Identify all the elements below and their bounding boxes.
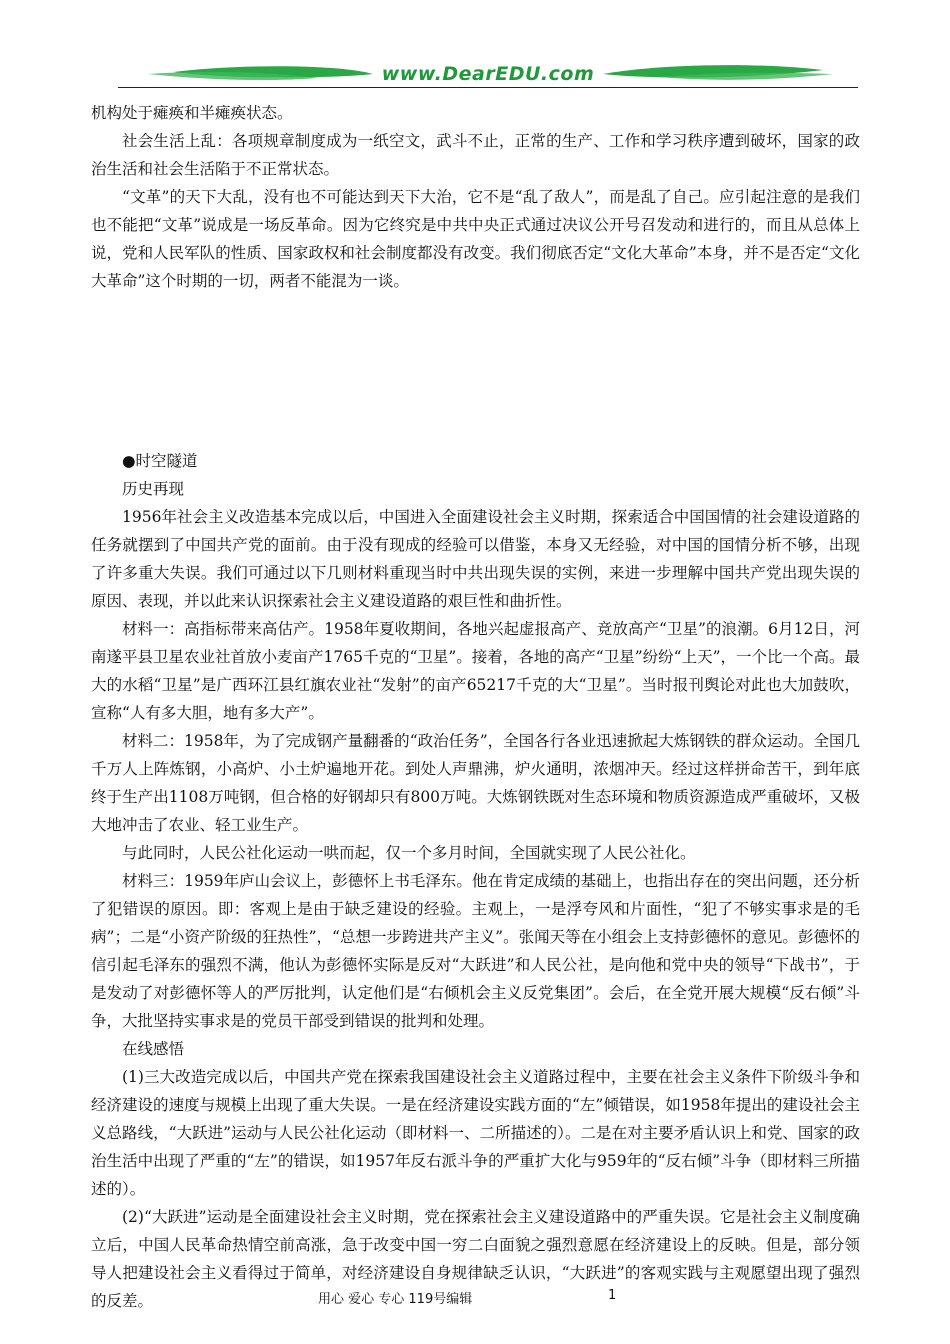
paragraph: “文革”的天下大乱，没有也不可能达到天下大治，它不是“乱了敌人”，而是乱了自己。应引起注意的是我们也不能把“文革”说成是一场反革命。因为它终究是中共中央正式通过决议公开号召发动和进行的，而且从总体上说，党和人民军队的性质、国家政权和社会制度都没有改变。我们彻底否定“文化大革命”本身，并不是否定“文化大革命”这个时期的一切，两者不能混为一谈。 <box>91 188 860 290</box>
document-body <box>91 99 860 1315</box>
paragraph: 1956年社会主义改造基本完成以后，中国进入全面建设社会主义时期，探索适合中国国情的社会建设道路的任务就摆到了中国共产党的面前。由于没有现成的经验可以借鉴，本身又无经验，对中国的国情分析不够，出现了许多重大失误。我们可通过以下几则材料重现当时中共出现失误的实例，来进一步理解中国共产党出现失误的原因、表现，并以此来认识探索社会主义建设道路的艰巨性和曲折性。 <box>91 508 860 610</box>
reflection-2: (2)“大跃进”运动是全面建设社会主义时期，党在探索社会主义建设道路中的严重失误。它是社会主义制度确立后，中国人民革命热情空前高涨，急于改变中国一穷二白面貌之强烈意愿在经济建设上的反映。但是，部分领导人把建设社会主义看得过于简单，对经济建设自身规律缺乏认识，“大跃进”的客观实践与主观愿望出现了强烈的反差。 <box>91 1208 860 1310</box>
paragraph: 社会生活上乱：各项规章制度成为一纸空文，武斗不止，正常的生产、工作和学习秩序遭到破坏，国家的政治生活和社会生活陷于不正常状态。 <box>91 132 860 178</box>
header-rule <box>118 87 858 88</box>
section-title: ●时空隧道 <box>122 452 198 470</box>
paragraph: 机构处于瘫痪和半瘫痪状态。 <box>91 104 293 122</box>
material-three: 材料三：1959年庐山会议上，彭德怀上书毛泽东。他在肯定成绩的基础上，也指出存在的突出问题，还分析了犯错误的原因。即：客观上是由于缺乏建设的经验。主观上，一是浮夸风和片面性，“犯了不够实事求是的毛病”；二是“小资产阶级的狂热性”，“总想一步跨进共产主义”。张闻天等在小组会上支持彭德怀的意见。彭德怀的信引起毛泽东的强烈不满，他认为彭德怀实际是反对“大跃进”和人民公社，是向他和党中央的领导“下战书”，于是发动了对彭德怀等人的严厉批判，认定他们是“右倾机会主义反党集团”。会后，在全党开展大规模“反右倾”斗争，大批坚持实事求是的党员干部受到错误的批判和处理。 <box>91 872 860 1030</box>
blank-space <box>91 295 860 447</box>
footer-text: 用心 爱心 专心 119号编辑 <box>318 1292 473 1307</box>
reflection-1: (1)三大改造完成以后，中国共产党在探索我国建设社会主义道路过程中，主要在社会主义条件下阶级斗争和经济建设的速度与规模上出现了重大失误。一是在经济建设实践方面的“左”倾错误，如1958年提出的建设社会主义总路线，“大跃进”运动与人民公社化运动（即材料一、二所描述的）。二是在对主要矛盾认识上和党、国家的政治生活中出现了严重的“左”的错误，如1957年反右派斗争的严重扩大化与959年的“反右倾”斗争（即材料三所描述的）。 <box>91 1068 860 1198</box>
paragraph: 与此同时，人民公社化运动一哄而起，仅一个多月时间，全国就实现了人民公社化。 <box>122 844 696 862</box>
material-two: 材料二：1958年，为了完成钢产量翻番的“政治任务”，全国各行各业迅速掀起大炼钢铁的群众运动。全国几千万人上阵炼钢，小高炉、小土炉遍地开花。到处人声鼎沸，炉火通明，浓烟冲天。经过这样拼命苦干，到年底终于生产出1108万吨钢，但合格的好钢却只有800万吨。大炼钢铁既对生态环境和物质资源造成严重破坏，又极大地冲击了农业、轻工业生产。 <box>91 732 860 834</box>
subsection-title: 历史再现 <box>122 480 185 498</box>
subsection-title: 在线感悟 <box>122 1040 185 1058</box>
page-number: 1 <box>608 1288 617 1303</box>
site-name[interactable]: www.DearEDU.com <box>381 63 595 85</box>
material-one: 材料一：高指标带来高估产。1958年夏收期间，各地兴起虚报高产、竞放高产“卫星”的浪潮。6月12日，河南遂平县卫星农业社首放小麦亩产1765千克的“卫星”。接着，各地的高产“卫星”纷纷“上天”，一个比一个高。最大的水稻“卫星”是广西环江县红旗农业社“发射”的亩产65217千克的大“卫星”。当时报刊舆论对此也大加鼓吹，宣称“人有多大胆，地有多大产”。 <box>91 620 860 722</box>
page-header <box>118 58 858 94</box>
